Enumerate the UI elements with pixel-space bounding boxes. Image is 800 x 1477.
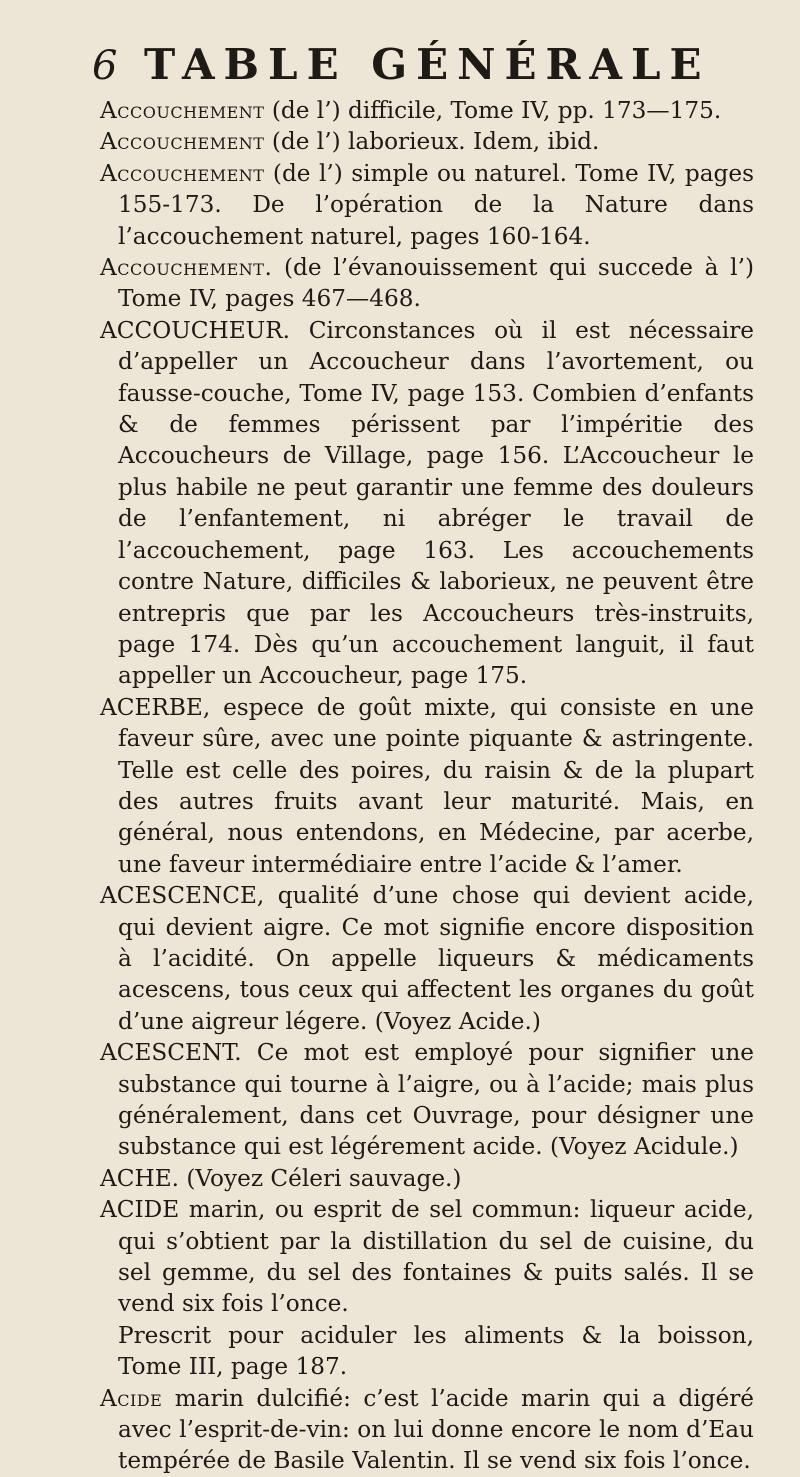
- entry-headword: ACIDE: [100, 1196, 180, 1224]
- entry-headword: ACESCENT.: [100, 1039, 242, 1067]
- index-entry: [100, 252, 754, 315]
- entry-text: espece de goût mixte, qui consiste en une faveur sûre, avec une pointe piquante & astringente. Telle est celle des poires, du raisin & de la plupart des autres fruits avant leur maturité. Mais, en général, nous entendons, en Médecine, par acerbe, une faveur intermédiaire entre l’acide & l’amer.: [118, 693, 754, 878]
- index-entry: [100, 126, 754, 157]
- running-title: TABLE GÉNÉRALE: [144, 40, 711, 89]
- index-entry: [100, 692, 754, 880]
- entry-text: (de l’) laborieux. Idem, ibid.: [264, 128, 600, 156]
- entry-headword: ACESCENCE,: [100, 882, 265, 910]
- index-entry: [100, 1037, 754, 1163]
- index-entry: [100, 1163, 754, 1194]
- index-entry: [100, 315, 754, 692]
- index-entry-continuation: [100, 1320, 754, 1383]
- entry-text: Ce mot est employé pour signifier une substance qui tourne à l’aigre, ou à l’acide; mais plus généralement, dans cet Ouvrage, pour désigner une substance qui est légérement acide. (Voyez Acidule.): [118, 1039, 754, 1161]
- entry-text: marin, ou esprit de sel commun: liqueur acide, qui s’obtient par la distillation du sel de cuisine, du sel gemme, du sel des fontaines & puits salés. Il se vend six fois l’once.: [118, 1196, 754, 1318]
- entry-text: (de l’) simple ou naturel. Tome IV, pages 155-173. De l’opération de la Nature dans l’accouchement naturel, pages 160-164.: [118, 159, 754, 250]
- index-entry: [100, 158, 754, 252]
- entry-headword: ACERBE,: [100, 693, 211, 721]
- entry-text: (Voyez Céleri sauvage.): [179, 1164, 462, 1192]
- entry-text: marin dulcifié: c’est l’acide marin qui a digéré avec l’esprit-de-vin: on lui donne encore le nom d’Eau tempérée de Basile Valentin. Il se vend six fois l’once.: [118, 1384, 754, 1475]
- entry-text: qualité d’une chose qui devient acide, qui devient aigre. Ce mot signifie encore disposition à l’acidité. On appelle liqueurs & médicaments acescens, tous ceux qui affectent les organes du goût d’une aigreur légere. (Voyez Acide.): [118, 882, 754, 1035]
- index-entry: [100, 95, 754, 126]
- entry-text: (de l’évanouissement qui succede à l’) Tome IV, pages 467—468.: [118, 254, 754, 313]
- page-header: [92, 40, 754, 89]
- page-number: 6: [92, 43, 118, 89]
- entry-headword: Acide: [100, 1384, 163, 1412]
- entry-headword: Accouchement: [100, 97, 265, 124]
- entry-headword: Accouchement: [100, 159, 265, 187]
- entry-headword: Accouchement: [100, 128, 265, 156]
- index-entry: [100, 1383, 754, 1477]
- entry-headword: ACHE.: [100, 1164, 180, 1192]
- index-entry: [100, 1194, 754, 1320]
- entry-headword: ACCOUCHEUR.: [100, 316, 291, 344]
- entry-text: (de l’) difficile, Tome IV, pp. 173—175.: [264, 97, 722, 124]
- index-entry: [100, 880, 754, 1037]
- index-entries: [100, 95, 754, 1477]
- entry-text: Circonstances où il est nécessaire d’appeller un Accoucheur dans l’avortement, ou fausse-couche, Tome IV, page 153. Combien d’enfants & de femmes périssent par l’impéritie des Accoucheurs de Village, page 156. L’Accoucheur le plus habile ne peut garantir une femme des douleurs de l’enfantement, ni abréger le travail de l’accouchement, page 163. Les accouchements contre Nature, difficiles & laborieux, ne peuvent être entrepris que par les Accoucheurs très-instruits, page 174. Dès qu’un accouchement languit, il faut appeller un Accoucheur, page 175.: [118, 316, 754, 690]
- entry-text: Prescrit pour aciduler les aliments & la boisson, Tome III, page 187.: [118, 1321, 754, 1381]
- entry-headword: Accouchement.: [100, 254, 273, 282]
